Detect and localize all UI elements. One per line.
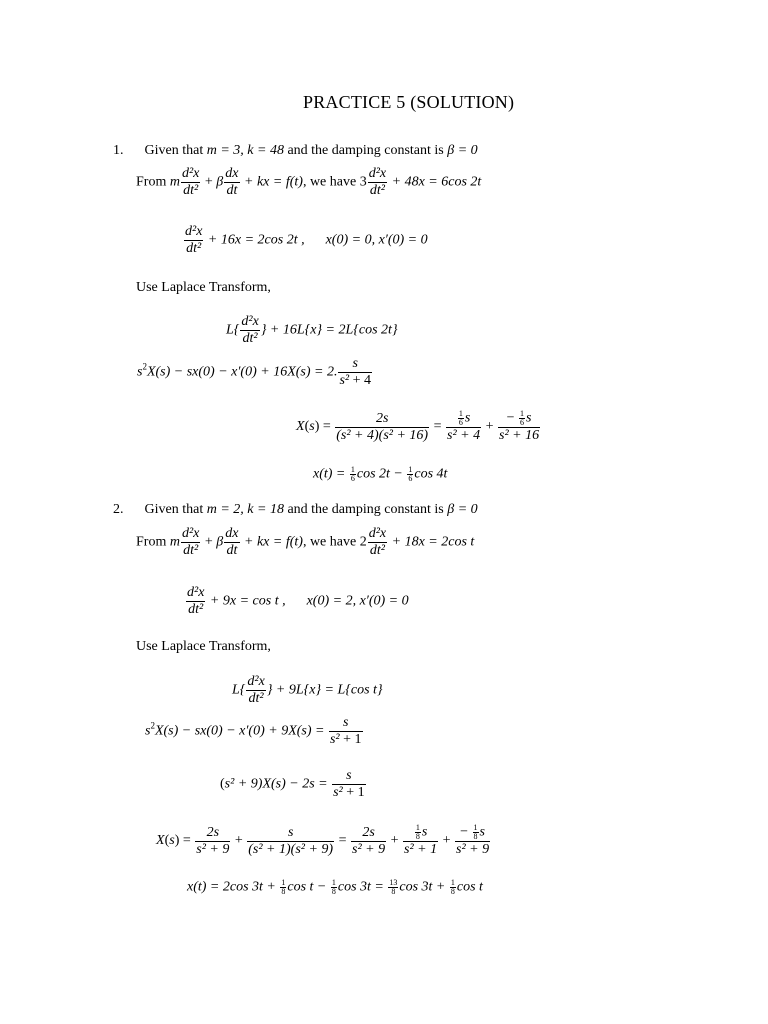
laplace-step-rest: } + 16L{x} = 2L{cos 2t} <box>260 322 398 338</box>
coef-1-8: $\frac{1}{8}$ <box>281 878 286 896</box>
problem-1-given-prefix: Given that <box>144 143 204 158</box>
d2x: d²x <box>187 585 205 600</box>
beta-symbol: β <box>216 174 224 190</box>
problem-1-number: 1. <box>113 143 124 158</box>
problem-1-reduced-equation <box>183 224 428 257</box>
result-term-1: cos t − <box>287 879 327 895</box>
solution-term-1 <box>351 825 386 858</box>
coef-1-6: $\frac{1}{6}$ <box>458 409 463 427</box>
problem-2-reduced-equation <box>185 585 409 618</box>
initial-conditions: x(0) = 2, x′(0) = 0 <box>306 593 409 609</box>
problem-2-solution-xs: X(s) = $\frac{2s}{\text{s² + 9}}$ + $\frac{s}{\text{(s² + 1)(s² + 9)}}$ = $\frac{2s}{\text{s² + 9}}$ + $\frac{1}{8}$ s s² + 1 + − $\frac{1}{8}$ s s² + 9 <box>156 823 490 857</box>
rhs-fraction <box>329 715 363 748</box>
initial-conditions: x(0) = 0, x′(0) = 0 <box>325 232 428 248</box>
coef-13-8: $\frac{13}{8}$ <box>389 878 398 896</box>
second-derivative-fraction <box>181 166 200 199</box>
dt2: dt² <box>183 183 199 198</box>
partial-2-den: s² + 16 <box>499 428 540 443</box>
second-derivative-fraction <box>240 314 259 347</box>
solution-den: (s² + 4)(s² + 16) <box>336 427 429 443</box>
beta-symbol: β <box>216 534 224 550</box>
coef-1-6: $\frac{1}{6}$ <box>350 465 355 483</box>
partial-fraction-2: − $\frac{1}{6}$ s s² + 16 <box>499 409 540 443</box>
s-squared: s² <box>339 373 350 388</box>
second-derivative-fraction <box>246 674 265 707</box>
d2x: d²x <box>185 224 203 239</box>
problem-2-given-prefix: Given that <box>144 502 204 517</box>
solution-fraction <box>335 411 429 444</box>
coef-1-6: $\frac{1}{6}$ <box>520 409 525 427</box>
term-2-den: (s² + 1)(s² + 9) <box>248 841 334 857</box>
equation-rhs: + 48x = 6cos 2t <box>391 174 482 190</box>
problem-1-result <box>313 466 447 483</box>
lhs-coef: 2 <box>359 534 367 550</box>
problem-2-from-line: From m $\frac{\text{d²x}}{\text{dt²}}$ + β $\frac{dx}{dt}$ + kx = f(t), we have 2 $\frac{\text{d²x}}{\text{dt²}}$ + 18x = 2cos t <box>136 526 475 558</box>
s: s <box>346 768 352 783</box>
laplace-open: L{ <box>226 322 240 338</box>
second-derivative-fraction <box>368 526 387 559</box>
problem-2-result <box>187 879 483 896</box>
dx: dx <box>225 166 239 181</box>
problem-1-from-text: From <box>136 174 167 190</box>
problem-2-damping-text: and the damping constant is <box>287 502 444 517</box>
first-derivative-fraction <box>224 166 239 199</box>
transformed-lhs: X(s) − sx(0) − x′(0) + 9X(s) = <box>154 723 325 739</box>
s: s <box>352 356 358 371</box>
partial-1-den: s² + 4 <box>447 428 481 443</box>
term-1-den: s² + 9 <box>352 841 386 857</box>
d2x: d²x <box>247 674 265 689</box>
d2x: d²x <box>368 166 387 181</box>
problem-1-transformed: $s^2X(s) - sx(0) - x'(0) + 16X(s) = 2$. $\frac{s}{\text{s² + 4}}$ <box>137 356 372 388</box>
problem-1-given-line <box>113 143 478 159</box>
equation-rhs: + 18x = 2cos t <box>391 534 475 550</box>
result-term-1: cos 2t − <box>356 466 403 482</box>
den-rest: + 1 <box>346 785 365 800</box>
partial-1-den: s² + 1 <box>404 842 438 857</box>
partial-fraction-1: $\frac{1}{8}$ s s² + 1 <box>404 823 438 857</box>
problem-1-damping-value: β = 0 <box>447 143 478 158</box>
dt2: dt² <box>186 241 202 256</box>
problem-2-laplace-step <box>232 674 383 707</box>
we-have-text: , we have <box>302 534 357 550</box>
dt2: dt² <box>369 183 385 198</box>
result-prefix: x(t) = 2cos 3t + <box>187 879 276 895</box>
dt: dt <box>226 183 238 198</box>
s-squared: s² <box>329 732 340 747</box>
s: s <box>343 715 349 730</box>
dt2: dt² <box>248 691 264 706</box>
problem-1-laplace-step <box>226 314 398 347</box>
term-2-num: s <box>287 824 294 840</box>
dt2: dt² <box>369 543 385 558</box>
solution-term-2 <box>247 825 334 858</box>
transformed-lhs: X(s) − sx(0) − x′(0) + 16X(s) = 2. <box>146 364 338 380</box>
den-rest: + 1 <box>343 732 362 747</box>
second-derivative-fraction <box>181 526 200 559</box>
s: s <box>137 364 143 380</box>
solution-num: 2s <box>375 410 389 426</box>
mass-symbol: m <box>169 534 180 550</box>
den-rest: + 4 <box>352 373 372 388</box>
problem-2-given-params: m = 2, k = 18 <box>206 502 284 517</box>
problem-2-damping-value: β = 0 <box>447 502 478 517</box>
result-term-3: cos 3t + <box>399 879 446 895</box>
problem-2-transformed: $s^2X(s) - sx(0) - x'(0) + 9X(s)$ = $\frac{s}{\text{s² + 1}}$ <box>145 715 362 747</box>
solution-term-1 <box>195 825 230 858</box>
term-1-num: 2s <box>206 824 220 840</box>
laplace-step-rest: } + 9L{x} = L{cos t} <box>266 682 383 698</box>
coef-1-8: $\frac{1}{8}$ <box>331 878 336 896</box>
problem-1-given-params: m = 3, k = 48 <box>206 143 284 158</box>
d2x: d²x <box>181 166 200 181</box>
s: s <box>145 723 151 739</box>
problem-1-laplace-text: Use Laplace Transform, <box>136 280 271 295</box>
problem-2-from-text: From <box>136 534 167 550</box>
partial-fraction-2: − $\frac{1}{8}$ s s² + 9 <box>456 823 490 857</box>
partial-fraction-1: $\frac{1}{6}$ s s² + 4 <box>447 409 481 443</box>
s-squared: s² <box>224 776 235 792</box>
coef-1-6: $\frac{1}{6}$ <box>408 465 413 483</box>
second-derivative-fraction <box>186 585 205 618</box>
problem-1-damping-text: and the damping constant is <box>287 143 444 158</box>
coef-1-8: $\frac{1}{8}$ <box>450 878 455 896</box>
d2x: d²x <box>368 526 387 541</box>
coef-1-8: $\frac{1}{8}$ <box>415 823 420 841</box>
problem-2-laplace-text: Use Laplace Transform, <box>136 639 271 654</box>
result-term-2: cos 3t = <box>337 879 384 895</box>
d2x: d²x <box>241 314 259 329</box>
lhs-coef: 3 <box>359 174 367 190</box>
s-squared: s² <box>333 785 343 800</box>
problem-2-number: 2. <box>113 502 124 517</box>
we-have-text: , we have <box>302 174 357 190</box>
term-1-den: s² + 9 <box>196 841 230 857</box>
problem-2-given-line <box>113 502 478 518</box>
dx: dx <box>225 526 239 541</box>
dt: dt <box>226 543 238 558</box>
reduced-equation-rest: + 9x = cos t , <box>209 593 286 609</box>
dt2: dt² <box>188 602 204 617</box>
coef-1-8: $\frac{1}{8}$ <box>473 823 478 841</box>
first-derivative-fraction <box>224 526 239 559</box>
result-term-2: cos 4t <box>414 466 448 482</box>
kx-ft: + kx = f(t) <box>244 534 303 550</box>
kx-ft: + kx = f(t) <box>244 174 303 190</box>
mass-symbol: m <box>169 174 180 190</box>
dt2: dt² <box>242 331 258 346</box>
result-term-4: cos t <box>456 879 483 895</box>
second-derivative-fraction <box>184 224 203 257</box>
partial-2-den: s² + 9 <box>456 842 490 857</box>
laplace-open: L{ <box>232 682 246 698</box>
term-1-num: 2s <box>362 824 375 840</box>
rhs-fraction <box>338 356 372 389</box>
problem-1-from-line: From m $\frac{\text{d²x}}{\text{dt²}}$ + β $\frac{dx}{dt}$ + kx = f(t), we have 3 $\frac{\text{d²x}}{\text{dt²}}$ + 48x = 6cos 2t <box>136 166 482 198</box>
second-derivative-fraction <box>368 166 387 199</box>
problem-1-solution-xs: X(s) = $\frac{2s}{\text{(s² + 4)(s² + 16)}}$ = $\frac{1}{6}$ s s² + 4 + − $\frac{1}{6}$ s s² + 16 <box>296 409 540 443</box>
page-title: PRACTICE 5 (SOLUTION) <box>303 92 515 112</box>
rhs-fraction <box>332 768 366 801</box>
d2x: d²x <box>181 526 200 541</box>
dt2: dt² <box>183 543 199 558</box>
reduced-equation-rest: + 16x = 2cos 2t , <box>207 232 305 248</box>
simplified-lhs: + 9)X(s) − 2s = <box>237 776 328 792</box>
problem-2-simplified: (s² + 9)X(s) − 2s = $\frac{s}{\text{s² + 1}}$ <box>220 768 365 800</box>
result-prefix: x(t) = <box>313 466 346 482</box>
